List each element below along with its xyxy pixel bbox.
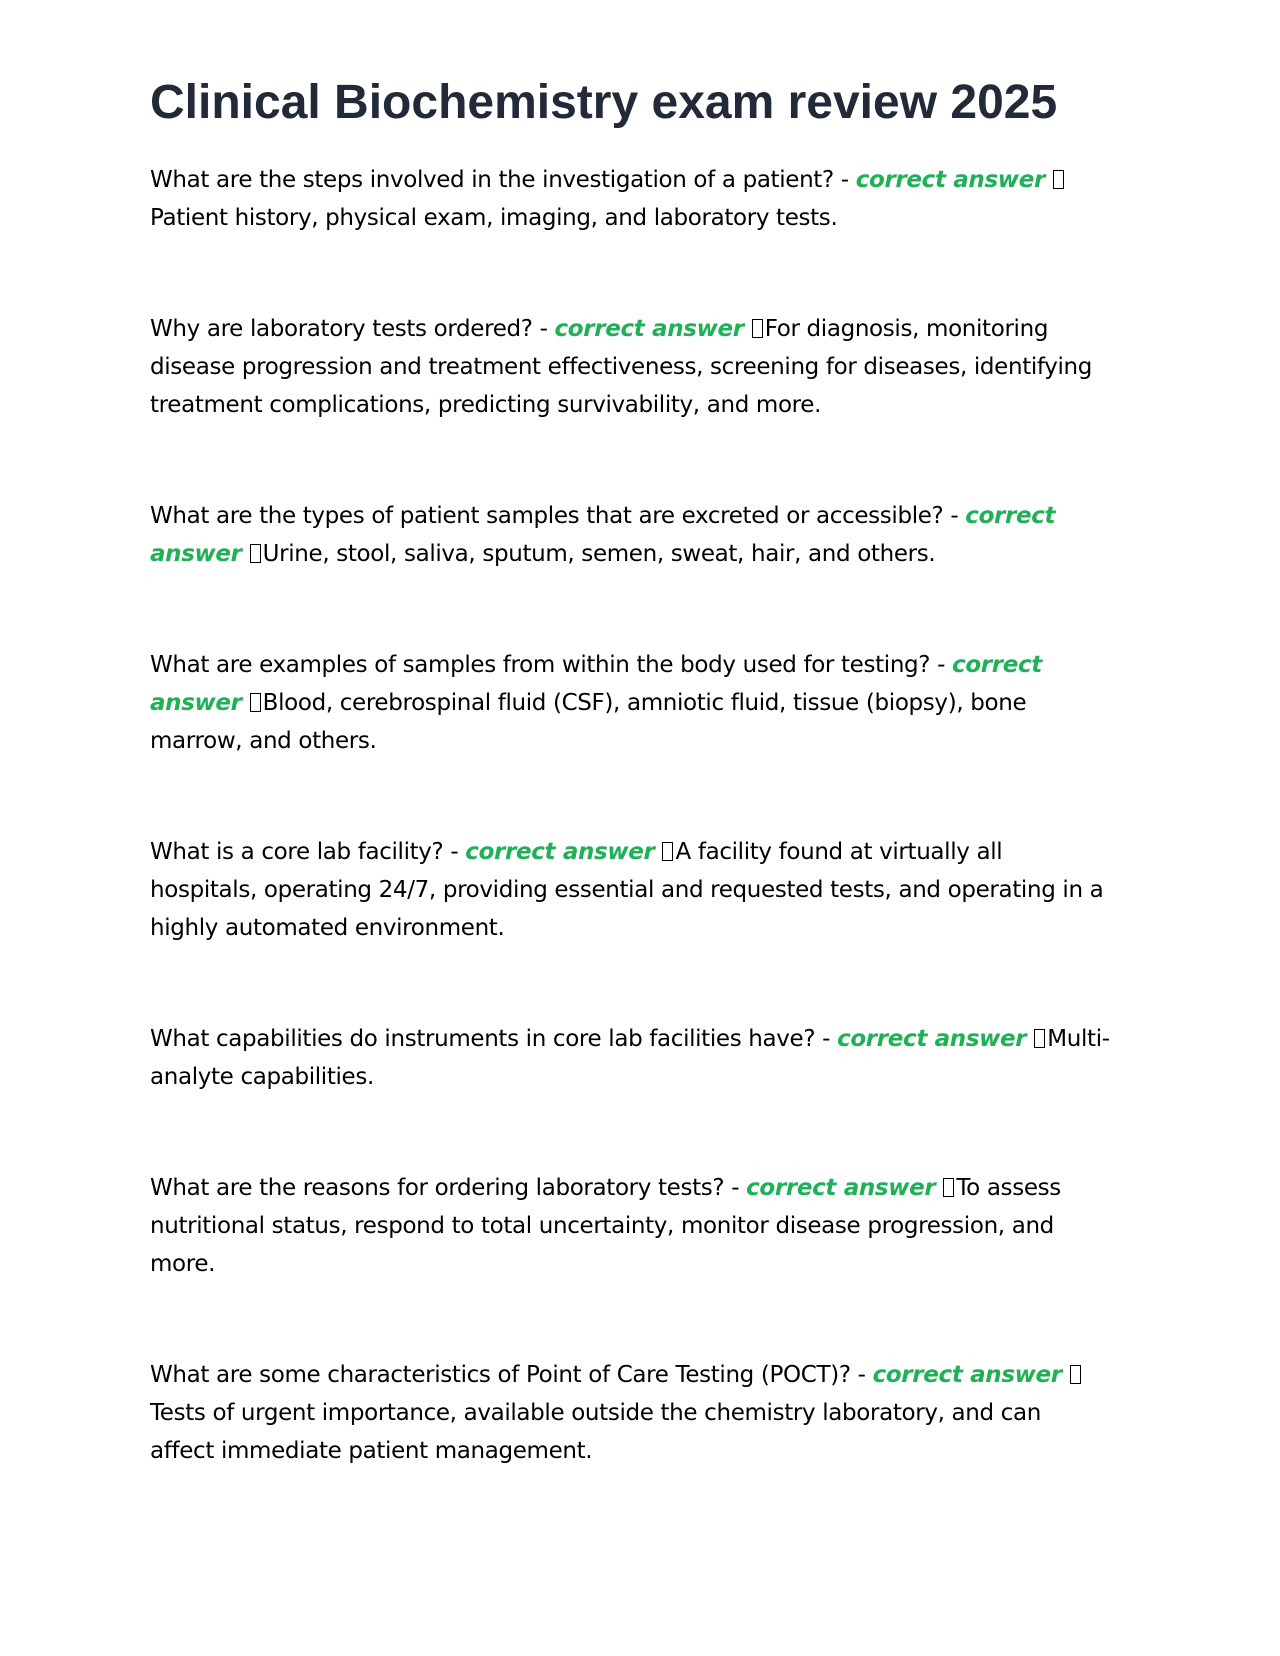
correct-answer-label: correct answer xyxy=(837,1026,1027,1052)
separator: - xyxy=(443,839,466,865)
document-page xyxy=(150,70,1110,1543)
answer-text: Urine, stool, saliva, sputum, semen, sweat, hair, and others. xyxy=(262,541,936,567)
answer-text: To assess nutritional status, respond to total uncertainty, monitor disease progression, and more. xyxy=(150,1175,1061,1277)
qa-item xyxy=(150,310,1110,424)
correct-answer-label: correct answer xyxy=(746,1175,936,1201)
correct-answer-label: correct answer xyxy=(150,652,1042,716)
separator: - xyxy=(833,167,856,193)
separator: - xyxy=(850,1362,873,1388)
correct-answer-label: correct answer xyxy=(872,1362,1062,1388)
missing-glyph-icon xyxy=(752,319,763,338)
missing-glyph-icon xyxy=(943,1178,954,1197)
missing-glyph-icon xyxy=(1070,1365,1081,1384)
missing-glyph-icon xyxy=(662,842,673,861)
qa-item xyxy=(150,1169,1110,1283)
qa-item xyxy=(150,646,1110,760)
qa-item xyxy=(150,161,1110,237)
correct-answer-label: correct answer xyxy=(150,503,1056,567)
question-text: What are the steps involved in the investigation of a patient? xyxy=(150,167,834,193)
missing-glyph-icon xyxy=(1034,1029,1045,1048)
qa-item xyxy=(150,833,1110,947)
question-text: Why are laboratory tests ordered? xyxy=(150,316,533,342)
question-text: What are examples of samples from within the body used for testing? xyxy=(150,652,931,678)
answer-text: Blood, cerebrospinal fluid (CSF), amniotic fluid, tissue (biopsy), bone marrow, and others. xyxy=(150,690,1027,754)
answer-text: Tests of urgent importance, available outside the chemistry laboratory, and can affect immediate patient management. xyxy=(150,1400,1041,1464)
qa-item xyxy=(150,1356,1110,1470)
question-text: What is a core lab facility? xyxy=(150,839,444,865)
answer-text: A facility found at virtually all hospitals, operating 24/7, providing essential and requested tests, and operating in a highly automated environment. xyxy=(150,839,1104,941)
qa-item xyxy=(150,497,1110,573)
separator: - xyxy=(724,1175,747,1201)
correct-answer-label: correct answer xyxy=(465,839,655,865)
separator: - xyxy=(532,316,555,342)
answer-text: Patient history, physical exam, imaging, and laboratory tests. xyxy=(150,205,838,231)
correct-answer-label: correct answer xyxy=(855,167,1045,193)
separator: - xyxy=(930,652,953,678)
missing-glyph-icon xyxy=(250,693,261,712)
answer-text: For diagnosis, monitoring disease progression and treatment effectiveness, screening for diseases, identifying treatment complications, predicting survivability, and more. xyxy=(150,316,1093,418)
question-text: What are the types of patient samples that are excreted or accessible? xyxy=(150,503,944,529)
question-text: What are the reasons for ordering laboratory tests? xyxy=(150,1175,725,1201)
separator: - xyxy=(815,1026,838,1052)
question-text: What are some characteristics of Point of Care Testing (POCT)? xyxy=(150,1362,851,1388)
correct-answer-label: correct answer xyxy=(554,316,744,342)
missing-glyph-icon xyxy=(250,544,261,563)
missing-glyph-icon xyxy=(1053,170,1064,189)
qa-item xyxy=(150,1020,1110,1096)
document-title: Clinical Biochemistry exam review 2025 xyxy=(150,76,1058,129)
answer-text: Multi-analyte capabilities. xyxy=(150,1026,1110,1090)
question-text: What capabilities do instruments in core lab facilities have? xyxy=(150,1026,816,1052)
separator: - xyxy=(943,503,966,529)
